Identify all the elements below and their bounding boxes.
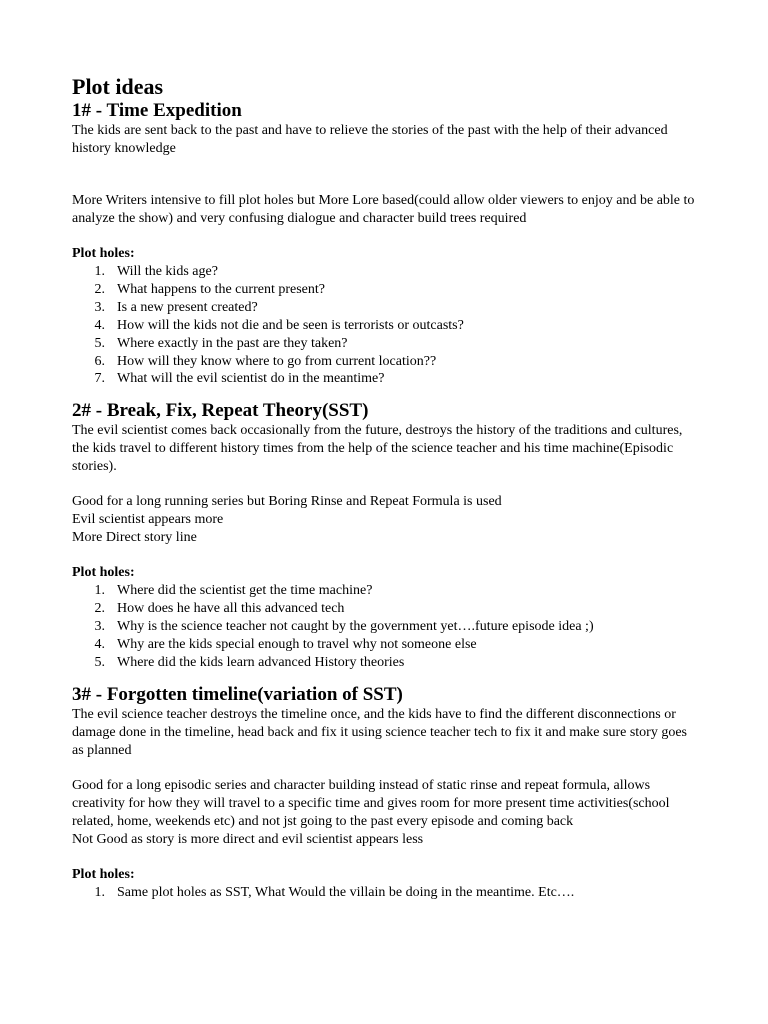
- document-body: [72, 74, 702, 902]
- list-item: 4. How will the kids not die and be seen is terrorists or outcasts?: [94, 317, 464, 333]
- section-break-fix-repeat: [72, 400, 702, 672]
- list-item: 7. What will the evil scientist do in the meantime?: [94, 371, 385, 387]
- section-heading: 3# - Forgotten timeline(variation of SST): [72, 683, 403, 705]
- section-heading: 2# - Break, Fix, Repeat Theory(SST): [72, 400, 369, 422]
- plot-holes-list: [72, 884, 702, 902]
- section-time-expedition: [72, 100, 702, 388]
- section-note: Not Good as story is more direct and evil scientist appears less: [72, 831, 424, 847]
- list-item: 3. Is a new present created?: [94, 299, 258, 315]
- section-paragraph: The evil science teacher destroys the timeline once, and the kids have to find the different disconnections or damage done in the timeline, head back and fix it using science teacher tech to fix it and make sure story goes as planned: [72, 706, 688, 758]
- section-note: Good for a long episodic series and character building instead of static rinse and repeat formula, allows creativity for how they will travel to a specific time and gives room for more present time activities(school related, home, weekends etc) and not jst going to the past every episode and coming back: [72, 777, 670, 829]
- list-item: 5. Where exactly in the past are they taken?: [94, 335, 348, 351]
- list-item: 1. Will the kids age?: [94, 264, 218, 279]
- list-item: 3. Why is the science teacher not caught by the government yet….future episode idea ;): [94, 619, 594, 635]
- section-paragraph: The kids are sent back to the past and have to relieve the stories of the past with the help of their advanced history knowledge: [72, 123, 668, 156]
- plot-holes-list: [72, 263, 702, 388]
- section-note: Good for a long running series but Boring Rinse and Repeat Formula is used: [72, 494, 502, 510]
- list-item: 1. Where did the scientist get the time machine?: [94, 583, 373, 599]
- list-item: 2. How does he have all this advanced tech: [94, 601, 345, 617]
- list-item: 2. What happens to the current present?: [94, 281, 325, 297]
- plot-holes-label: Plot holes:: [72, 246, 135, 261]
- list-item: 6. How will they know where to go from current location??: [94, 353, 437, 369]
- section-paragraph: The evil scientist comes back occasionally from the future, destroys the history of the traditions and cultures, the kids travel to different history times from the help of the science teacher and his time machine(Episodic stories).: [72, 423, 683, 475]
- section-forgotten-timeline: [72, 684, 702, 902]
- section-note: Evil scientist appears more: [72, 512, 224, 528]
- list-item: 4. Why are the kids special enough to travel why not someone else: [94, 637, 477, 653]
- document-title: Plot ideas: [72, 74, 164, 99]
- plot-holes-list: [72, 582, 702, 672]
- list-item: 5. Where did the kids learn advanced History theories: [94, 654, 405, 670]
- section-note: More Writers intensive to fill plot holes but More Lore based(could allow older viewers to enjoy and be able to analyze the show) and very confusing dialogue and character build trees required: [72, 193, 695, 226]
- list-item: 1. Same plot holes as SST, What Would the villain be doing in the meantime. Etc….: [94, 884, 575, 900]
- section-note: More Direct story line: [72, 530, 197, 546]
- plot-holes-label: Plot holes:: [72, 565, 135, 581]
- plot-holes-label: Plot holes:: [72, 866, 135, 882]
- section-heading: 1# - Time Expedition: [72, 100, 242, 121]
